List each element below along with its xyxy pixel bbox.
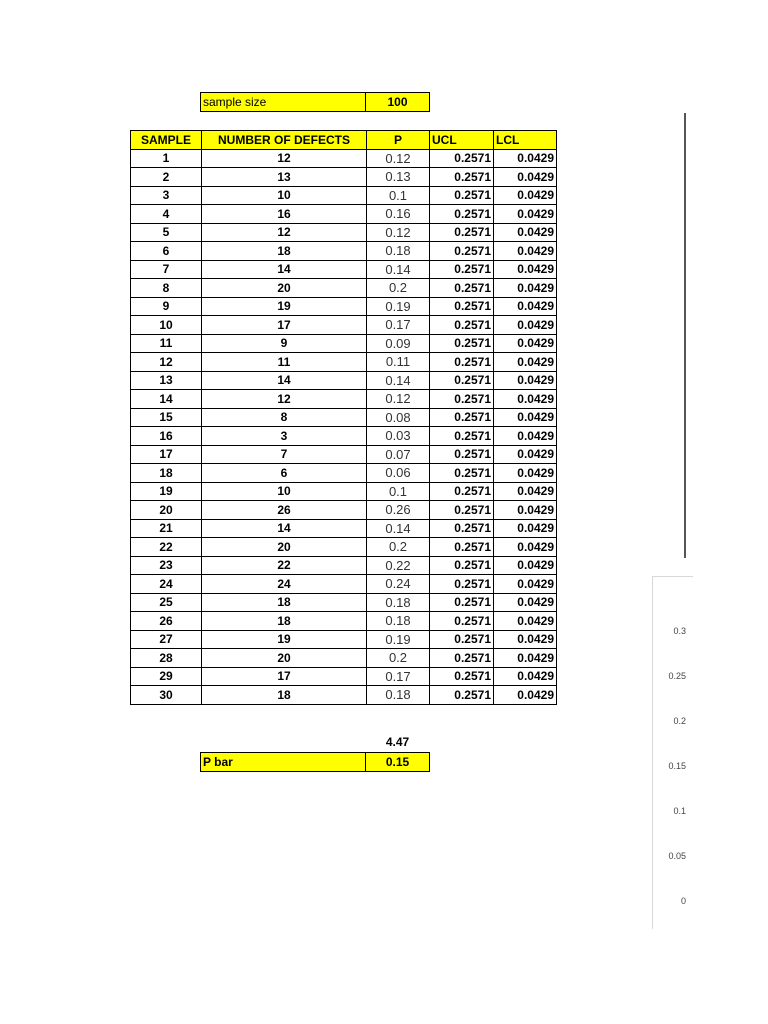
- cell-ucl[interactable]: 0.2571: [430, 427, 494, 446]
- cell-p[interactable]: 0.2: [367, 279, 430, 298]
- table-row: [131, 242, 557, 261]
- cell-sample[interactable]: 30: [131, 686, 202, 705]
- cell-ucl[interactable]: 0.2571: [430, 593, 494, 612]
- cell-p[interactable]: 0.18: [367, 612, 430, 631]
- cell-defects[interactable]: 7: [202, 445, 367, 464]
- cell-p[interactable]: 0.14: [367, 371, 430, 390]
- cell-defects[interactable]: 3: [202, 427, 367, 446]
- cell-p[interactable]: 0.18: [367, 686, 430, 705]
- header-ucl[interactable]: UCL: [430, 131, 494, 150]
- cell-sample[interactable]: 26: [131, 612, 202, 631]
- cell-p[interactable]: 0.1: [367, 186, 430, 205]
- table-row: [131, 482, 557, 501]
- cell-sample[interactable]: 6: [131, 242, 202, 261]
- table-row: [131, 205, 557, 224]
- cell-sample[interactable]: 2: [131, 168, 202, 187]
- y-axis-tick-label: 0.3: [673, 626, 686, 636]
- cell-defects[interactable]: 10: [202, 482, 367, 501]
- cell-p[interactable]: 0.03: [367, 427, 430, 446]
- y-axis-tick-label: 0: [680, 896, 686, 906]
- cell-p[interactable]: 0.17: [367, 316, 430, 335]
- cell-sample[interactable]: 27: [131, 630, 202, 649]
- cell-ucl[interactable]: 0.2571: [430, 482, 494, 501]
- cell-ucl[interactable]: 0.2571: [430, 371, 494, 390]
- cell-p[interactable]: 0.09: [367, 334, 430, 353]
- table-row: [131, 260, 557, 279]
- table-row: [131, 464, 557, 483]
- header-sample[interactable]: SAMPLE: [131, 131, 202, 150]
- cell-defects[interactable]: 18: [202, 593, 367, 612]
- cell-lcl[interactable]: 0.0429: [494, 334, 557, 353]
- cell-ucl[interactable]: 0.2571: [430, 390, 494, 409]
- cell-lcl[interactable]: 0.0429: [494, 390, 557, 409]
- cell-lcl[interactable]: 0.0429: [494, 149, 557, 168]
- table-row: [131, 501, 557, 520]
- cell-p[interactable]: 0.19: [367, 630, 430, 649]
- cell-lcl[interactable]: 0.0429: [494, 556, 557, 575]
- cell-defects[interactable]: 17: [202, 667, 367, 686]
- cell-lcl[interactable]: 0.0429: [494, 223, 557, 242]
- cell-lcl[interactable]: 0.0429: [494, 686, 557, 705]
- cell-ucl[interactable]: 0.2571: [430, 519, 494, 538]
- table-row: [131, 427, 557, 446]
- cell-sample[interactable]: 13: [131, 371, 202, 390]
- table-row: [131, 149, 557, 168]
- cell-p[interactable]: 0.18: [367, 242, 430, 261]
- cell-lcl[interactable]: 0.0429: [494, 279, 557, 298]
- cell-ucl[interactable]: 0.2571: [430, 168, 494, 187]
- cell-p[interactable]: 0.18: [367, 593, 430, 612]
- cell-defects[interactable]: 24: [202, 575, 367, 594]
- table-row: [131, 279, 557, 298]
- y-axis-tick-label: 0.15: [668, 761, 686, 771]
- cell-ucl[interactable]: 0.2571: [430, 186, 494, 205]
- cell-lcl[interactable]: 0.0429: [494, 612, 557, 631]
- cell-ucl[interactable]: 0.2571: [430, 556, 494, 575]
- cell-p[interactable]: 0.2: [367, 538, 430, 557]
- cell-lcl[interactable]: 0.0429: [494, 482, 557, 501]
- cell-ucl[interactable]: 0.2571: [430, 223, 494, 242]
- cell-sample[interactable]: 20: [131, 501, 202, 520]
- cell-defects[interactable]: 6: [202, 464, 367, 483]
- cell-p[interactable]: 0.06: [367, 464, 430, 483]
- cell-defects[interactable]: 19: [202, 297, 367, 316]
- cell-defects[interactable]: 12: [202, 223, 367, 242]
- cell-ucl[interactable]: 0.2571: [430, 316, 494, 335]
- cell-p[interactable]: 0.22: [367, 556, 430, 575]
- cell-p[interactable]: 0.08: [367, 408, 430, 427]
- cell-ucl[interactable]: 0.2571: [430, 297, 494, 316]
- cell-lcl[interactable]: 0.0429: [494, 593, 557, 612]
- cell-p[interactable]: 0.13: [367, 168, 430, 187]
- cell-p[interactable]: 0.12: [367, 149, 430, 168]
- cell-sample[interactable]: 9: [131, 297, 202, 316]
- cell-lcl[interactable]: 0.0429: [494, 242, 557, 261]
- p-bar-label[interactable]: P bar: [200, 752, 366, 772]
- cell-defects[interactable]: 13: [202, 168, 367, 187]
- table-row: [131, 593, 557, 612]
- table-header-row: [131, 131, 557, 150]
- cell-ucl[interactable]: 0.2571: [430, 149, 494, 168]
- table-row: [131, 575, 557, 594]
- cell-ucl[interactable]: 0.2571: [430, 630, 494, 649]
- cell-ucl[interactable]: 0.2571: [430, 464, 494, 483]
- table-body: [131, 149, 557, 704]
- cell-p[interactable]: 0.2: [367, 649, 430, 668]
- cell-sample[interactable]: 19: [131, 482, 202, 501]
- cell-lcl[interactable]: 0.0429: [494, 316, 557, 335]
- cell-p[interactable]: 0.19: [367, 297, 430, 316]
- cell-defects[interactable]: 14: [202, 260, 367, 279]
- cell-lcl[interactable]: 0.0429: [494, 445, 557, 464]
- cell-sample[interactable]: 14: [131, 390, 202, 409]
- sample-size-label[interactable]: sample size: [200, 92, 366, 112]
- cell-defects[interactable]: 10: [202, 186, 367, 205]
- cell-ucl[interactable]: 0.2571: [430, 334, 494, 353]
- cell-lcl[interactable]: 0.0429: [494, 408, 557, 427]
- cell-p[interactable]: 0.1: [367, 482, 430, 501]
- cell-sample[interactable]: 22: [131, 538, 202, 557]
- cell-sample[interactable]: 5: [131, 223, 202, 242]
- cell-ucl[interactable]: 0.2571: [430, 538, 494, 557]
- cell-lcl[interactable]: 0.0429: [494, 464, 557, 483]
- cell-p[interactable]: 0.26: [367, 501, 430, 520]
- cell-defects[interactable]: 11: [202, 353, 367, 372]
- cell-sample[interactable]: 17: [131, 445, 202, 464]
- cell-lcl[interactable]: 0.0429: [494, 501, 557, 520]
- cell-p[interactable]: 0.17: [367, 667, 430, 686]
- table-row: [131, 408, 557, 427]
- cell-defects[interactable]: 20: [202, 649, 367, 668]
- table-row: [131, 556, 557, 575]
- cell-ucl[interactable]: 0.2571: [430, 686, 494, 705]
- cell-lcl[interactable]: 0.0429: [494, 186, 557, 205]
- cell-defects[interactable]: 12: [202, 390, 367, 409]
- cell-defects[interactable]: 17: [202, 316, 367, 335]
- cell-lcl[interactable]: 0.0429: [494, 205, 557, 224]
- cell-p[interactable]: 0.24: [367, 575, 430, 594]
- table-row: [131, 334, 557, 353]
- table-row: [131, 667, 557, 686]
- y-axis-tick-label: 0.05: [668, 851, 686, 861]
- cell-lcl[interactable]: 0.0429: [494, 168, 557, 187]
- table-row: [131, 538, 557, 557]
- cell-defects[interactable]: 20: [202, 538, 367, 557]
- y-axis-tick-label: 0.2: [673, 716, 686, 726]
- p-total[interactable]: 4.47: [385, 735, 410, 749]
- cell-sample[interactable]: 16: [131, 427, 202, 446]
- cell-p[interactable]: 0.14: [367, 260, 430, 279]
- table-row: [131, 223, 557, 242]
- cell-sample[interactable]: 11: [131, 334, 202, 353]
- y-axis-tick-label: 0.25: [668, 671, 686, 681]
- cell-defects[interactable]: 26: [202, 501, 367, 520]
- cell-sample[interactable]: 10: [131, 316, 202, 335]
- cell-ucl[interactable]: 0.2571: [430, 408, 494, 427]
- table-row: [131, 316, 557, 335]
- table-row: [131, 168, 557, 187]
- p-chart-data-table: [130, 130, 557, 705]
- cell-defects[interactable]: 14: [202, 371, 367, 390]
- cell-defects[interactable]: 16: [202, 205, 367, 224]
- cell-lcl[interactable]: 0.0429: [494, 630, 557, 649]
- cell-defects[interactable]: 8: [202, 408, 367, 427]
- cell-sample[interactable]: 12: [131, 353, 202, 372]
- table-row: [131, 630, 557, 649]
- table-row: [131, 297, 557, 316]
- cell-ucl[interactable]: 0.2571: [430, 501, 494, 520]
- cell-lcl[interactable]: 0.0429: [494, 427, 557, 446]
- table-row: [131, 371, 557, 390]
- cell-lcl[interactable]: 0.0429: [494, 667, 557, 686]
- cell-lcl[interactable]: 0.0429: [494, 538, 557, 557]
- cell-defects[interactable]: 14: [202, 519, 367, 538]
- cell-lcl[interactable]: 0.0429: [494, 297, 557, 316]
- table-row: [131, 390, 557, 409]
- cell-lcl[interactable]: 0.0429: [494, 353, 557, 372]
- cell-sample[interactable]: 3: [131, 186, 202, 205]
- table-row: [131, 686, 557, 705]
- table-row: [131, 353, 557, 372]
- cell-ucl[interactable]: 0.2571: [430, 667, 494, 686]
- p-bar-value[interactable]: 0.15: [365, 752, 430, 772]
- cell-sample[interactable]: 8: [131, 279, 202, 298]
- cell-sample[interactable]: 24: [131, 575, 202, 594]
- cell-ucl[interactable]: 0.2571: [430, 353, 494, 372]
- cell-sample[interactable]: 25: [131, 593, 202, 612]
- cell-p[interactable]: 0.12: [367, 390, 430, 409]
- cell-p[interactable]: 0.11: [367, 353, 430, 372]
- cell-sample[interactable]: 23: [131, 556, 202, 575]
- cell-ucl[interactable]: 0.2571: [430, 649, 494, 668]
- y-axis-tick-label: 0.1: [673, 806, 686, 816]
- cell-defects[interactable]: 22: [202, 556, 367, 575]
- cell-ucl[interactable]: 0.2571: [430, 279, 494, 298]
- cell-p[interactable]: 0.07: [367, 445, 430, 464]
- cell-sample[interactable]: 28: [131, 649, 202, 668]
- table-row: [131, 519, 557, 538]
- cell-sample[interactable]: 4: [131, 205, 202, 224]
- cell-defects[interactable]: 18: [202, 242, 367, 261]
- sample-size-value[interactable]: 100: [365, 92, 430, 112]
- cell-defects[interactable]: 18: [202, 612, 367, 631]
- cell-defects[interactable]: 12: [202, 149, 367, 168]
- cell-defects[interactable]: 18: [202, 686, 367, 705]
- cell-lcl[interactable]: 0.0429: [494, 519, 557, 538]
- cell-p[interactable]: 0.16: [367, 205, 430, 224]
- cell-lcl[interactable]: 0.0429: [494, 575, 557, 594]
- cell-lcl[interactable]: 0.0429: [494, 649, 557, 668]
- cell-defects[interactable]: 19: [202, 630, 367, 649]
- cell-p[interactable]: 0.12: [367, 223, 430, 242]
- cell-defects[interactable]: 9: [202, 334, 367, 353]
- cell-ucl[interactable]: 0.2571: [430, 260, 494, 279]
- cell-sample[interactable]: 7: [131, 260, 202, 279]
- cell-lcl[interactable]: 0.0429: [494, 371, 557, 390]
- cell-sample[interactable]: 15: [131, 408, 202, 427]
- cell-defects[interactable]: 20: [202, 279, 367, 298]
- cell-sample[interactable]: 21: [131, 519, 202, 538]
- cell-ucl[interactable]: 0.2571: [430, 445, 494, 464]
- header-lcl[interactable]: LCL: [494, 131, 557, 150]
- table-row: [131, 612, 557, 631]
- page-edge-line: [684, 113, 686, 558]
- cell-sample[interactable]: 18: [131, 464, 202, 483]
- table-row: [131, 186, 557, 205]
- cell-sample[interactable]: 1: [131, 149, 202, 168]
- cell-ucl[interactable]: 0.2571: [430, 575, 494, 594]
- table-row: [131, 649, 557, 668]
- header-number-of-defects[interactable]: NUMBER OF DEFECTS: [202, 131, 367, 150]
- cell-ucl[interactable]: 0.2571: [430, 205, 494, 224]
- table-row: [131, 445, 557, 464]
- cell-sample[interactable]: 29: [131, 667, 202, 686]
- cell-p[interactable]: 0.14: [367, 519, 430, 538]
- cell-lcl[interactable]: 0.0429: [494, 260, 557, 279]
- header-p[interactable]: P: [367, 131, 430, 150]
- cell-ucl[interactable]: 0.2571: [430, 242, 494, 261]
- cell-ucl[interactable]: 0.2571: [430, 612, 494, 631]
